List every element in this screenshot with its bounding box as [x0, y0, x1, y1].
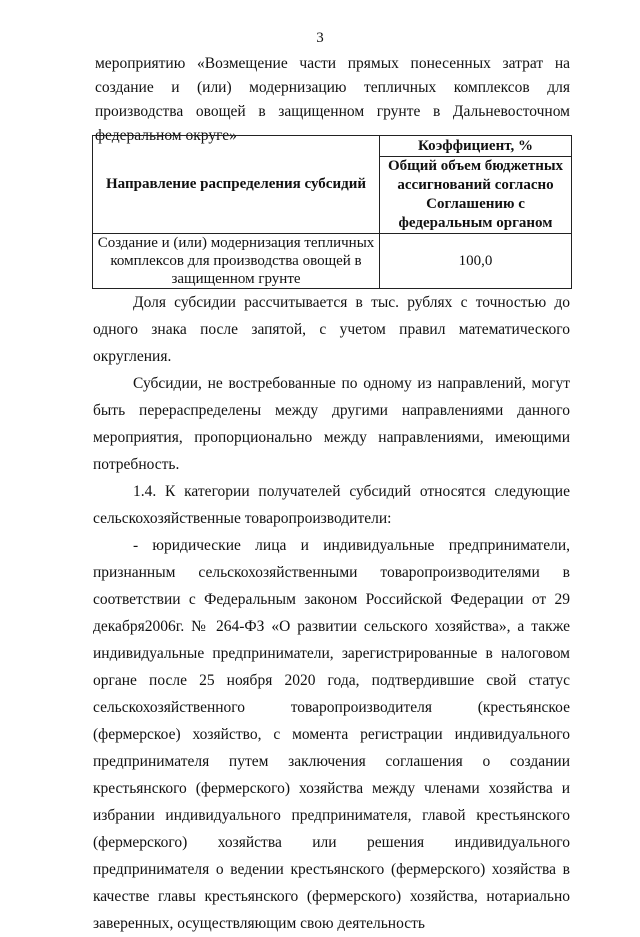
paragraph-precision: Доля субсидии рассчитывается в тыс. рублях с точностью до одного знака после запятой, с учетом правил математического округления.	[93, 294, 570, 365]
row-value: 100,0	[380, 234, 572, 289]
header-coefficient-sub: Общий объем бюджетных ассигнований согласно Соглашению с федеральным органом	[380, 157, 572, 234]
table-header-row	[93, 136, 572, 157]
page-number: 3	[316, 30, 324, 46]
row-direction: Создание и (или) модернизация тепличных комплексов для производства овощей в защищенном грунте	[93, 234, 380, 289]
body-text	[93, 289, 570, 937]
paragraph-recipients-heading: 1.4. К категории получателей субсидий относятся следующие сельскохозяйственные товаропроизводители:	[93, 483, 570, 527]
header-coefficient: Коэффициент, %	[380, 136, 572, 157]
table-row	[93, 234, 572, 289]
paragraph-recipients-definition: - юридические лица и индивидуальные предприниматели, признанным сельскохозяйственными товаропроизводителями в соответствии с Федеральным законом Российской Федерации от 29 декабря2006г. № 264-ФЗ «О развитии сельского хозяйства», а также индивидуальные предприниматели, зарегистрированные в налоговом органе после 25 ноября 2020 года, подтвердившие свой статус сельскохозяйственного товаропроизводителя (крестьянское (фермерское) хозяйство, с момента регистрации индивидуального предпринимателя путем заключения соглашения о создании крестьянского (фермерского) хозяйства между членами хозяйства и избрании индивидуального предпринимателя, главой крестьянского (фермерского) хозяйства или решения индивидуального предпринимателя о ведении крестьянского (фермерского) хозяйства в качестве главы крестьянского (фермерского) хозяйства, нотариально заверенных, осуществляющим свою деятельность	[93, 537, 570, 932]
subsidy-distribution-table	[92, 135, 572, 289]
header-direction: Направление распределения субсидий	[93, 136, 380, 234]
paragraph-redistribution: Субсидии, не востребованные по одному из направлений, могут быть перераспределены между другими направлениями данного мероприятия, пропорционально между направлениями, имеющими потребность.	[93, 375, 570, 473]
intro-paragraph: мероприятию «Возмещение части прямых понесенных затрат на создание и (или) модернизацию тепличных комплексов для производства овощей в защищенном грунте в Дальневосточном федеральном округе»	[95, 55, 570, 144]
